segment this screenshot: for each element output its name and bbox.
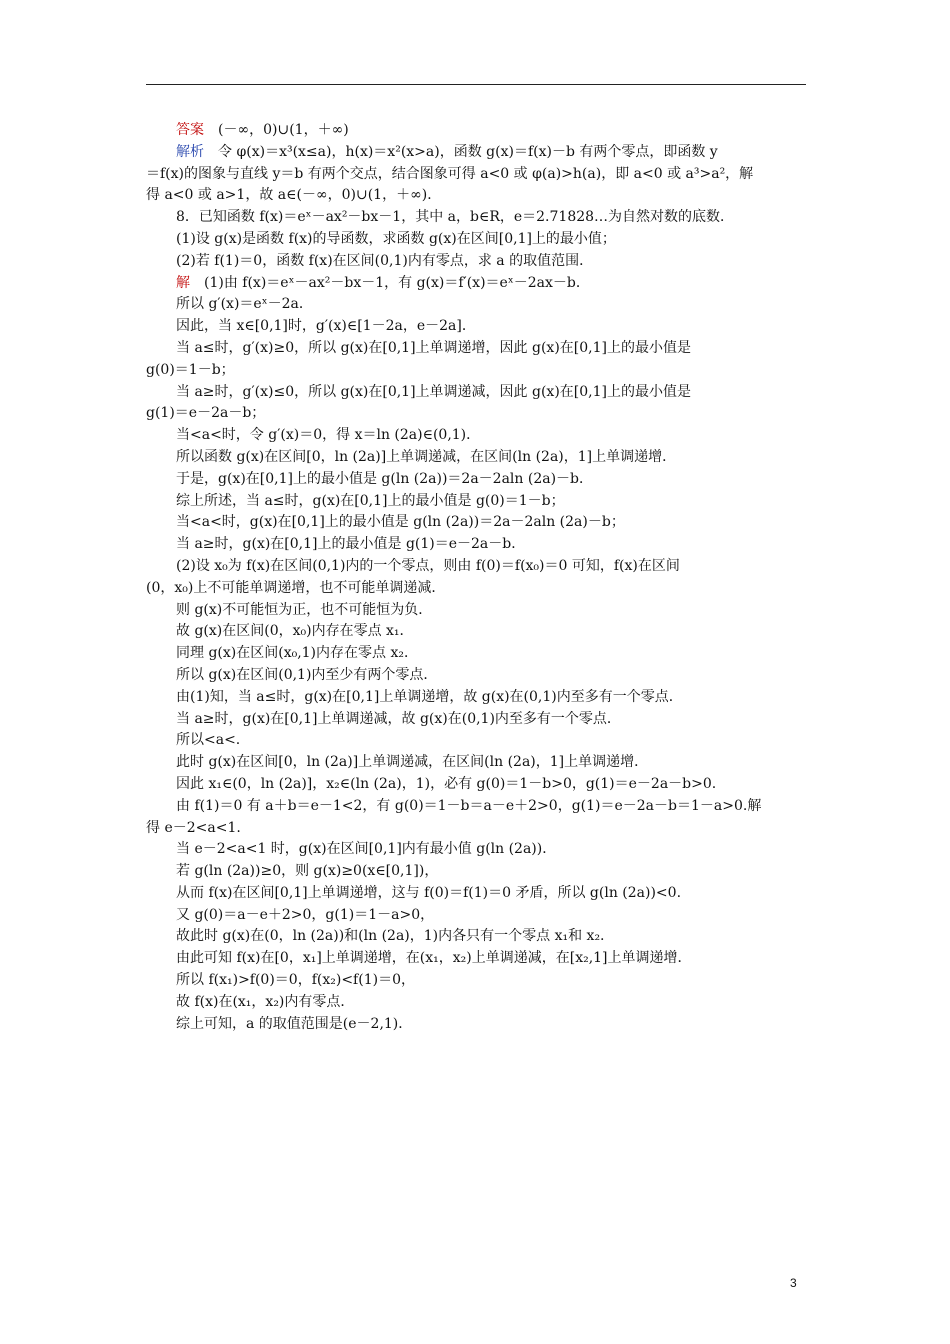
solution-line: 又 g(0)＝a－e＋2>0，g(1)＝1－a>0，: [176, 906, 435, 923]
solution-line: 综上可知，a 的取值范围是(e－2,1)．: [176, 1015, 413, 1032]
solution-line: 于是，g(x)在[0,1]上的最小值是 g(ln (2a))＝2a－2aln (2a)－b．: [176, 470, 594, 487]
analysis-line: 得 a<0 或 a>1，故 a∈(－∞，0)∪(1，＋∞)．: [146, 187, 442, 204]
solution-label: 解: [176, 274, 190, 291]
solution-line: 当<a<时，g(x)在[0,1]上的最小值是 g(ln (2a))＝2a－2aln (2a)－b；: [176, 514, 625, 531]
solution-line: 若 g(ln (2a))≥0，则 g(x)≥0(x∈[0,1])，: [176, 863, 439, 880]
solution-line: 此时 g(x)在区间[0，ln (2a)]上单调递减，在区间(ln (2a)，1]上单调递增．: [176, 754, 649, 771]
problem-line: (1)设 g(x)是函数 f(x)的导函数，求函数 g(x)在区间[0,1]上的最小值；: [176, 230, 616, 247]
solution-line: 因此 x₁∈(0，ln (2a)]，x₂∈(ln (2a)，1)，必有 g(0)＝1－b>0，g(1)＝e－2a－b>0.: [176, 775, 717, 792]
solution-line: 所以 g(x)在区间(0,1)内至少有两个零点．: [176, 666, 438, 683]
solution-line: (0，x₀)上不可能单调递增，也不可能单调递减．: [146, 579, 446, 596]
solution-line: 则 g(x)不可能恒为正，也不可能恒为负．: [176, 601, 433, 618]
solution-line: 故 g(x)在区间(0，x₀)内存在零点 x₁．: [176, 623, 414, 640]
problem-line: 8．已知函数 f(x)＝eˣ－ax²－bx－1，其中 a，b∈R，e＝2.71828…为自然对数的底数．: [176, 209, 735, 226]
solution-line: 从而 f(x)在区间[0,1]上单调递增，这与 f(0)＝f(1)＝0 矛盾，所以 g(ln (2a))<0.: [176, 884, 682, 901]
solution-line: 同理 g(x)在区间(x₀,1)内存在零点 x₂．: [176, 645, 418, 662]
page-number: 3: [790, 1276, 797, 1290]
solution-line: 所以函数 g(x)在区间[0，ln (2a)]上单调递减，在区间(ln (2a)，1]上单调递增．: [176, 448, 677, 465]
solution-line: g(0)＝1－b；: [146, 361, 235, 378]
solution-line: (2)设 x₀为 f(x)在区间(0,1)内的一个零点，则由 f(0)＝f(x₀)＝0 可知，f(x)在区间: [176, 557, 680, 574]
solution-line: 故此时 g(x)在(0，ln (2a))和(ln (2a)，1)内各只有一个零点 x₁和 x₂.: [176, 928, 605, 945]
header-rule: [146, 84, 806, 85]
solution-line: [146, 273, 806, 295]
solution-text: (1)由 f(x)＝eˣ－ax²－bx－1，有 g(x)＝f′(x)＝eˣ－2ax－b．: [190, 274, 590, 291]
analysis-text: 令 φ(x)＝x³(x≤a)，h(x)＝x²(x>a)，函数 g(x)＝f(x)－b 有两个零点，即函数 y: [204, 143, 718, 160]
analysis-label: 解析: [176, 143, 204, 160]
solution-line: 当 a≥时，g(x)在[0,1]上的最小值是 g(1)＝e－2a－b．: [176, 536, 526, 553]
solution-line: g(1)＝e－2a－b；: [146, 405, 266, 422]
answer-label: 答案: [176, 122, 204, 138]
solution-line: 由(1)知，当 a≤时，g(x)在[0,1]上单调递增，故 g(x)在(0,1)内至多有一个零点．: [176, 688, 683, 705]
solution-line: 当 a≤时，g′(x)≥0，所以 g(x)在[0,1]上单调递增，因此 g(x)在[0,1]上的最小值是: [176, 339, 691, 356]
problem-line: (2)若 f(1)＝0，函数 f(x)在区间(0,1)内有零点，求 a 的取值范围．: [176, 252, 594, 269]
solution-line: 故 f(x)在(x₁，x₂)内有零点．: [176, 993, 355, 1010]
solution-line: 所以<a<.: [176, 732, 241, 749]
solution-line: 当<a<时，令 g′(x)＝0，得 x＝ln (2a)∈(0,1)．: [176, 427, 481, 444]
solution-line: 所以 g′(x)＝eˣ－2a．: [176, 296, 313, 313]
solution-line: 由 f(1)＝0 有 a＋b＝e－1<2，有 g(0)＝1－b＝a－e＋2>0，g(1)＝e－2a－b＝1－a>0.解: [176, 797, 762, 814]
solution-line: 当 a≥时，g′(x)≤0，所以 g(x)在[0,1]上单调递减，因此 g(x)在[0,1]上的最小值是: [176, 383, 691, 400]
solution-line: 综上所述，当 a≤时，g(x)在[0,1]上的最小值是 g(0)＝1－b；: [176, 492, 565, 509]
analysis-line: [146, 142, 806, 164]
analysis-line: ＝f(x)的图象与直线 y＝b 有两个交点，结合图象可得 a<0 或 φ(a)>h(a)，即 a<0 或 a³>a²，解: [146, 165, 754, 182]
solution-line: 得 e－2<a<1.: [146, 819, 241, 836]
solution-line: 当 e－2<a<1 时，g(x)在区间[0,1]内有最小值 g(ln (2a))．: [176, 841, 557, 858]
solution-line: 所以 f(x₁)>f(0)＝0，f(x₂)<f(1)＝0，: [176, 972, 415, 989]
answer-line: [146, 120, 806, 142]
solution-line: 因此，当 x∈[0,1]时，g′(x)∈[1－2a，e－2a]．: [176, 318, 476, 335]
answer-text: (－∞，0)∪(1，＋∞): [204, 122, 349, 138]
solution-lines: [146, 294, 806, 1035]
solution-line: 当 a≥时，g(x)在[0,1]上单调递减，故 g(x)在(0,1)内至多有一个零点．: [176, 710, 621, 727]
document-body: [146, 120, 806, 1035]
solution-line: 由此可知 f(x)在[0，x₁]上单调递增，在(x₁，x₂)上单调递减，在[x₂,1]上单调递增．: [176, 950, 692, 967]
